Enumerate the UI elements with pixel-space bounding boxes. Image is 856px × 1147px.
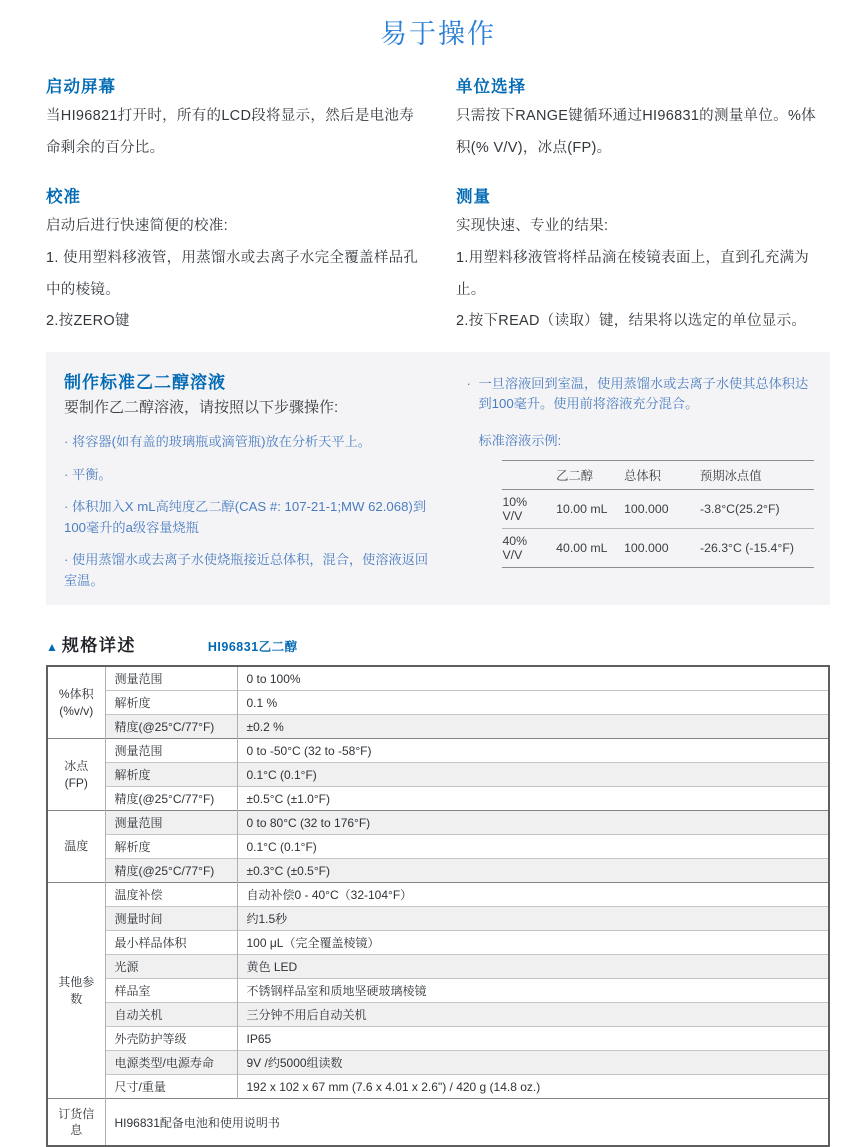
- spec-value: 0.1 %: [237, 691, 829, 715]
- feature-paragraph: 当HI96821打开时，所有的LCD段将显示，然后是电池寿命剩余的百分比。: [46, 108, 415, 156]
- spec-param: 最小样品体积: [105, 931, 237, 955]
- feature-paragraph: 启动后进行快速简便的校准:: [46, 217, 228, 234]
- spec-value: ±0.3°C (±0.5°F): [237, 859, 829, 883]
- solution-table-cell: 10% V/V: [502, 494, 528, 523]
- spec-group-label: %体积 (%v/v): [47, 666, 105, 739]
- procedure-bullet-list: [64, 432, 440, 591]
- spec-value: 192 x 102 x 67 mm (7.6 x 4.01 x 2.6") / 420 g (14.8 oz.): [237, 1075, 829, 1099]
- spec-param: 外壳防护等级: [105, 1027, 237, 1051]
- spec-param: 光源: [105, 955, 237, 979]
- procedure-intro: 要制作乙二醇溶液，请按照以下步骤操作:: [64, 399, 339, 417]
- spec-row: [47, 1027, 829, 1051]
- feature-paragraph: 只需按下RANGE键循环通过HI96831的测量单位。%体积(% V/V)，冰点(FP)。: [456, 108, 816, 156]
- spec-param: 精度(@25°C/77°F): [105, 715, 237, 739]
- procedure-heading: 制作标准乙二醇溶液: [64, 373, 226, 393]
- feature-paragraph: 2.按ZERO键: [46, 313, 130, 330]
- solution-table-cell: -3.8°C(25.2°F): [700, 501, 780, 516]
- spec-value: 9V /约5000组读数: [237, 1051, 829, 1075]
- spec-value: 黄色 LED: [237, 955, 829, 979]
- feature-paragraph: 1. 使用塑料移液管，用蒸馏水或去离子水完全覆盖样品孔中的棱镜。: [46, 249, 419, 298]
- solution-table-header: 乙二醇: [556, 460, 624, 489]
- spec-param: 精度(@25°C/77°F): [105, 859, 237, 883]
- triangle-marker-icon: ▲: [46, 640, 58, 655]
- order-info-value: HI96831配备电池和使用说明书: [105, 1099, 829, 1147]
- spec-row: [47, 883, 829, 907]
- spec-row: [47, 931, 829, 955]
- spec-param: 测量范围: [105, 811, 237, 835]
- solution-table-cell: 40% V/V: [502, 528, 556, 567]
- spec-value: 0 to 100%: [237, 666, 829, 691]
- spec-row: [47, 835, 829, 859]
- feature-paragraph: 实现快速、专业的结果:: [456, 217, 609, 234]
- feature-section-3: [456, 167, 830, 339]
- standard-solution-table: [502, 460, 814, 568]
- order-info-label: 订货信息: [47, 1099, 105, 1147]
- spec-group-label: 其他参数: [47, 883, 105, 1099]
- feature-heading: 测量: [456, 187, 491, 206]
- spec-param: 解析度: [105, 763, 237, 787]
- solution-table-row: [502, 489, 814, 528]
- feature-section-2: [46, 167, 420, 339]
- spec-row: [47, 1075, 829, 1099]
- spec-value: IP65: [237, 1027, 829, 1051]
- procedure-box: [46, 352, 830, 605]
- feature-section-0: [46, 57, 420, 165]
- spec-value: ±0.5°C (±1.0°F): [237, 787, 829, 811]
- spec-row: [47, 979, 829, 1003]
- procedure-right-bullet-text: 一旦溶液回到室温，使用蒸馏水或去离子水使其总体积达到100毫升。使用前将溶液充分混合。: [478, 376, 809, 412]
- spec-value: 三分钟不用后自动关机: [237, 1003, 829, 1027]
- specs-product-name: HI96831乙二醇: [207, 640, 298, 655]
- spec-value: 自动补偿0 - 40°C（32-104°F）: [237, 883, 829, 907]
- spec-row: [47, 859, 829, 883]
- procedure-bullet: · 使用蒸馏水或去离子水使烧瓶接近总体积，混合，使溶液返回室温。: [64, 552, 429, 588]
- spec-param: 测量时间: [105, 907, 237, 931]
- procedure-bullet: · 将容器(如有盖的玻璃瓶或滴管瓶)放在分析天平上。: [64, 434, 371, 450]
- spec-row: [47, 787, 829, 811]
- spec-row: [47, 666, 829, 691]
- spec-param: 解析度: [105, 691, 237, 715]
- spec-value: 不锈钢样品室和质地坚硬玻璃棱镜: [237, 979, 829, 1003]
- spec-param: 尺寸/重量: [105, 1075, 237, 1099]
- spec-value: 0.1°C (0.1°F): [237, 835, 829, 859]
- spec-param: 测量范围: [105, 666, 237, 691]
- spec-group-label: 冰点 (FP): [47, 739, 105, 811]
- specs-header: [46, 631, 830, 656]
- procedure-bullet: · 体积加入X mL高纯度乙二醇(CAS #: 107-21-1;MW 62.068)到100毫升的a级容量烧瓶: [64, 499, 427, 535]
- spec-value: 100 μL（完全覆盖棱镜）: [237, 931, 829, 955]
- solution-table-header: 总体积: [624, 460, 700, 489]
- spec-param: 解析度: [105, 835, 237, 859]
- spec-group-label: 温度: [47, 811, 105, 883]
- feature-heading: 校准: [46, 187, 81, 206]
- spec-row: [47, 1051, 829, 1075]
- procedure-bullet: · 平衡。: [64, 466, 112, 482]
- feature-paragraph: 1.用塑料移液管将样品滴在棱镜表面上，直到孔充满为止。: [456, 249, 810, 298]
- spec-param: 样品室: [105, 979, 237, 1003]
- spec-row: [47, 811, 829, 835]
- spec-param: 温度补偿: [105, 883, 237, 907]
- spec-param: 自动关机: [105, 1003, 237, 1027]
- solution-table-cell: 40.00 mL: [556, 528, 624, 567]
- spec-value: 0.1°C (0.1°F): [237, 763, 829, 787]
- solution-table-cell: -26.3°C (-15.4°F): [700, 528, 814, 567]
- solution-table-row: [502, 528, 814, 567]
- spec-value: 0 to 80°C (32 to 176°F): [237, 811, 829, 835]
- page: [46, 12, 830, 1147]
- solution-table-header: 预期冰点值: [700, 460, 814, 489]
- spec-row: [47, 907, 829, 931]
- spec-row: [47, 955, 829, 979]
- spec-row: [47, 739, 829, 763]
- feature-section-1: [456, 57, 830, 165]
- spec-value: 约1.5秒: [237, 907, 829, 931]
- spec-value: ±0.2 %: [237, 715, 829, 739]
- procedure-left-column: [64, 364, 440, 591]
- spec-value: 0 to -50°C (32 to -58°F): [237, 739, 829, 763]
- example-label: 标准溶液示例:: [478, 432, 562, 448]
- procedure-right-bullet: [466, 374, 814, 414]
- spec-row: [47, 1003, 829, 1027]
- spec-row: [47, 715, 829, 739]
- solution-table-header: [502, 460, 556, 489]
- feature-paragraph: 2.按下READ（读取）键，结果将以选定的单位显示。: [456, 313, 807, 330]
- specs-title: 规格详述: [61, 636, 136, 656]
- standard-solution-header-row: [502, 460, 814, 489]
- solution-table-cell: 10.00 mL: [556, 501, 608, 516]
- spec-param: 精度(@25°C/77°F): [105, 787, 237, 811]
- feature-sections: [46, 57, 830, 338]
- feature-heading: 单位选择: [456, 78, 526, 96]
- spec-param: 电源类型/电源寿命: [105, 1051, 237, 1075]
- feature-heading: 启动屏幕: [46, 78, 116, 96]
- spec-param: 测量范围: [105, 739, 237, 763]
- spec-row: [47, 763, 829, 787]
- solution-table-cell: 100.000: [624, 501, 669, 516]
- page-title: 易于操作: [380, 19, 496, 49]
- solution-table-cell: 100.000: [624, 528, 700, 567]
- procedure-right-column: [466, 364, 814, 591]
- bullet-dot-icon: ·: [466, 376, 471, 392]
- order-info-row: [47, 1099, 829, 1147]
- spec-row: [47, 691, 829, 715]
- specs-table: [46, 665, 830, 1147]
